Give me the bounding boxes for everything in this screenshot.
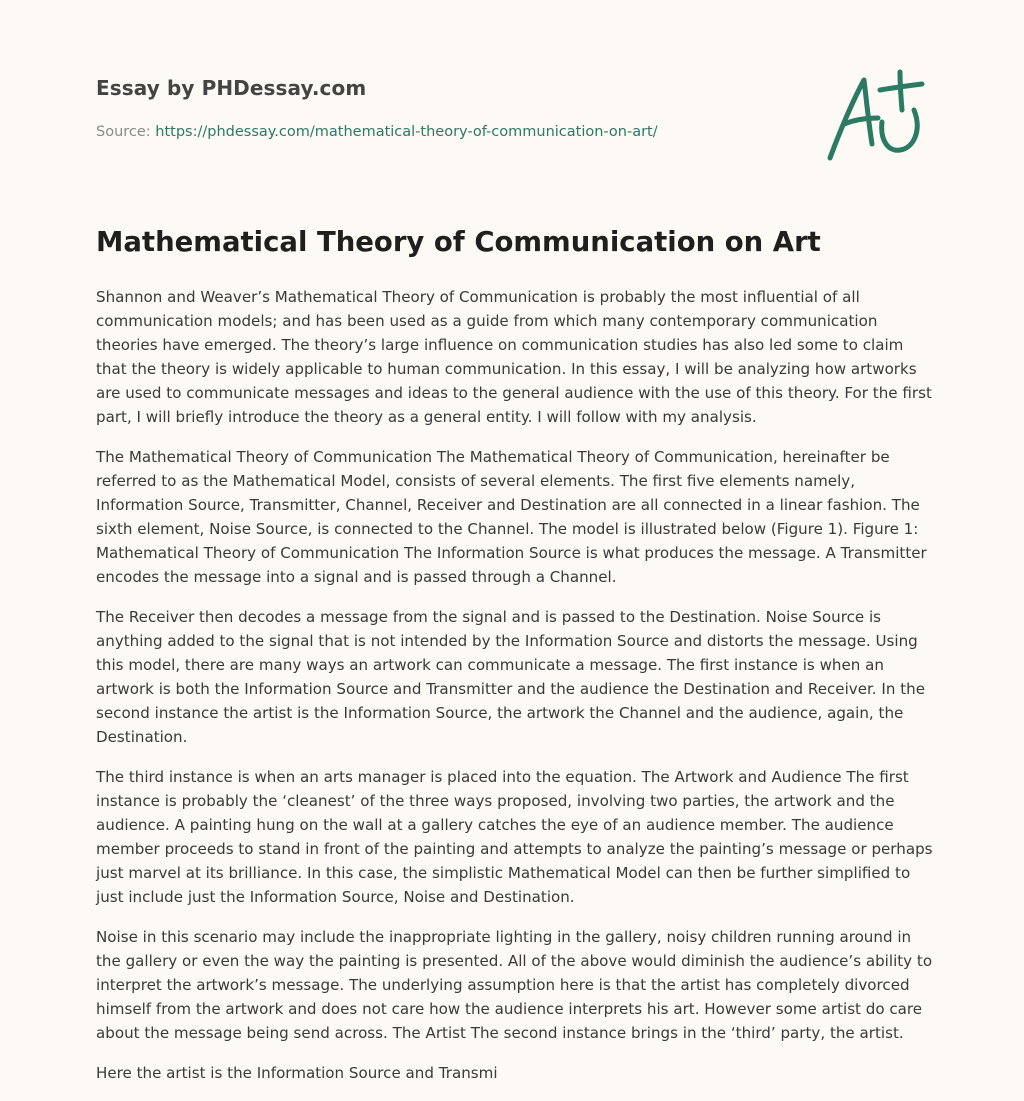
essay-body — [96, 285, 934, 1101]
essay-paragraph: The Mathematical Theory of Communication The Mathematical Theory of Communication, hereinafter be referred to as the Mathematical Model, consists of several elements. The first five elements namely, Information Source, Transmitter, Channel, Receiver and Destination are all connected in a linear fashion. The sixth element, Noise Source, is connected to the Channel. The model is illustrated below (Figure 1). Figure 1: Mathematical Theory of Communication The Information Source is what produces the message. A Transmitter encodes the message into a signal and is passed through a Channel. — [96, 448, 927, 586]
essay-title: Mathematical Theory of Communication on Art — [96, 226, 821, 258]
site-brand: Essay by PHDessay.com — [96, 76, 367, 100]
essay-paragraph: The third instance is when an arts manager is placed into the equation. The Artwork and Audience The first instance is probably the ‘cleanest’ of the three ways proposed, involving two parties, the artwork and the audience. A painting hung on the wall at a gallery catches the eye of an audience member. The audience member proceeds to stand in front of the painting and attempts to analyze the painting’s message or perhaps just marvel at its brilliance. In this case, the simplistic Mathematical Model can then be further simplified to just include just the Information Source, Noise and Destination. — [96, 768, 933, 906]
source-link[interactable]: https://phdessay.com/mathematical-theory-of-communication-on-art/ — [155, 124, 658, 140]
essay-paragraph: Shannon and Weaver’s Mathematical Theory of Communication is probably the most influential of all communication models; and has been used as a guide from which many contemporary communication theories have emerged. The theory’s large influence on communication studies has also led some to claim that the theory is widely applicable to human communication. In this essay, I will be analyzing how artworks are used to communicate messages and ideas to the general audience with the use of this theory. For the first part, I will briefly introduce the theory as a general entity. I will follow with my analysis. — [96, 288, 932, 426]
essay-paragraph: The Receiver then decodes a message from the signal and is passed to the Destination. Noise Source is anything added to the signal that is not intended by the Information Source and distorts the message. Using this model, there are many ways an artwork can communicate a message. The first instance is when an artwork is both the Information Source and Transmitter and the audience the Destination and Receiver. In the second instance the artist is the Information Source, the artwork the Channel and the audience, again, the Destination. — [96, 608, 925, 746]
essay-paragraph: Noise in this scenario may include the inappropriate lighting in the gallery, noisy children running around in the gallery or even the way the painting is presented. All of the above would diminish the audience’s ability to interpret the artwork’s message. The underlying assumption here is that the artist has completely divorced himself from the artwork and does not care how the audience interprets his art. However some artist do care about the message being send across. The Artist The second instance brings in the ‘third’ party, the artist. — [96, 928, 933, 1042]
source-line — [96, 124, 658, 140]
essay-paragraph: Here the artist is the Information Source and Transmi — [96, 1064, 498, 1082]
a-plus-logo-icon — [818, 66, 930, 166]
source-label: Source: — [96, 124, 151, 140]
